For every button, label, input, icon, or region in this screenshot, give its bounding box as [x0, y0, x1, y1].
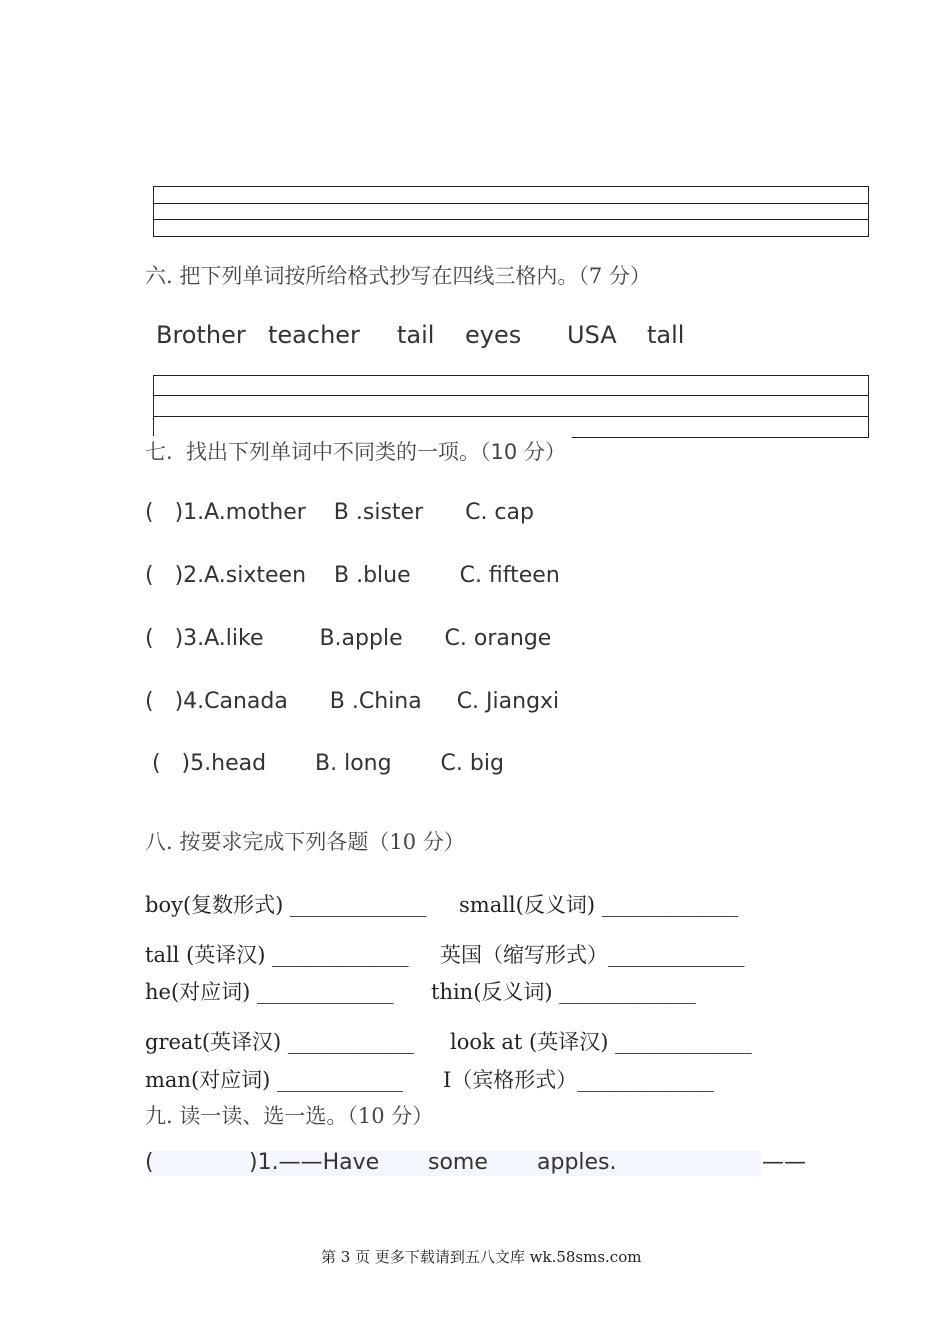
- question-word: some: [428, 1150, 488, 1175]
- question-paren: (: [145, 1150, 154, 1175]
- writing-grid-top: [153, 186, 869, 237]
- question-dash: ——: [762, 1150, 806, 1175]
- question-text: )1.——Have: [249, 1150, 380, 1175]
- section9-heading: 九. 读一读、选一选。（10 分）: [145, 1104, 434, 1128]
- fill-item: look at (英译汉) _____________: [450, 1030, 752, 1054]
- list-item: ( )2.A.sixteen B .blue C. fifteen: [145, 563, 560, 588]
- word-item: USA: [567, 321, 617, 349]
- fill-item: 英国（缩写形式）_____________: [440, 943, 745, 967]
- list-item: ( )4.Canada B .China C. Jiangxi: [145, 689, 560, 714]
- fill-item: man(对应词) ____________: [145, 1068, 404, 1092]
- fill-item: great(英译汉) ____________: [145, 1030, 414, 1054]
- fill-item: thin(反义词) _____________: [431, 980, 696, 1004]
- section8-heading: 八. 按要求完成下列各题（10 分）: [145, 830, 465, 854]
- word-item: eyes: [465, 321, 522, 349]
- writing-grid-copy: [153, 375, 869, 438]
- list-item: ( )1.A.mother B .sister C. cap: [145, 500, 534, 525]
- section7-heading: 七. 找出下列单词中不同类的一项。（10 分）: [145, 436, 572, 466]
- question-word: apples.: [537, 1150, 617, 1175]
- list-item: ( )5.head B. long C. big: [145, 751, 504, 776]
- fill-item: small(反义词) _____________: [459, 893, 739, 917]
- word-item: tall: [647, 321, 685, 349]
- word-item: tail: [397, 321, 435, 349]
- word-item: teacher: [268, 321, 360, 349]
- fill-item: boy(复数形式) _____________: [145, 893, 427, 917]
- word-item: Brother: [156, 321, 246, 349]
- fill-item: he(对应词) _____________: [145, 980, 394, 1004]
- fill-item: I（宾格形式）_____________: [443, 1068, 714, 1092]
- page-footer: 第 3 页 更多下载请到五八文库 wk.58sms.com: [321, 1248, 642, 1266]
- list-item: ( )3.A.like B.apple C. orange: [145, 626, 552, 651]
- fill-item: tall (英译汉) _____________: [145, 943, 409, 967]
- section6-heading: 六. 把下列单词按所给格式抄写在四线三格内。（7 分）: [145, 264, 651, 288]
